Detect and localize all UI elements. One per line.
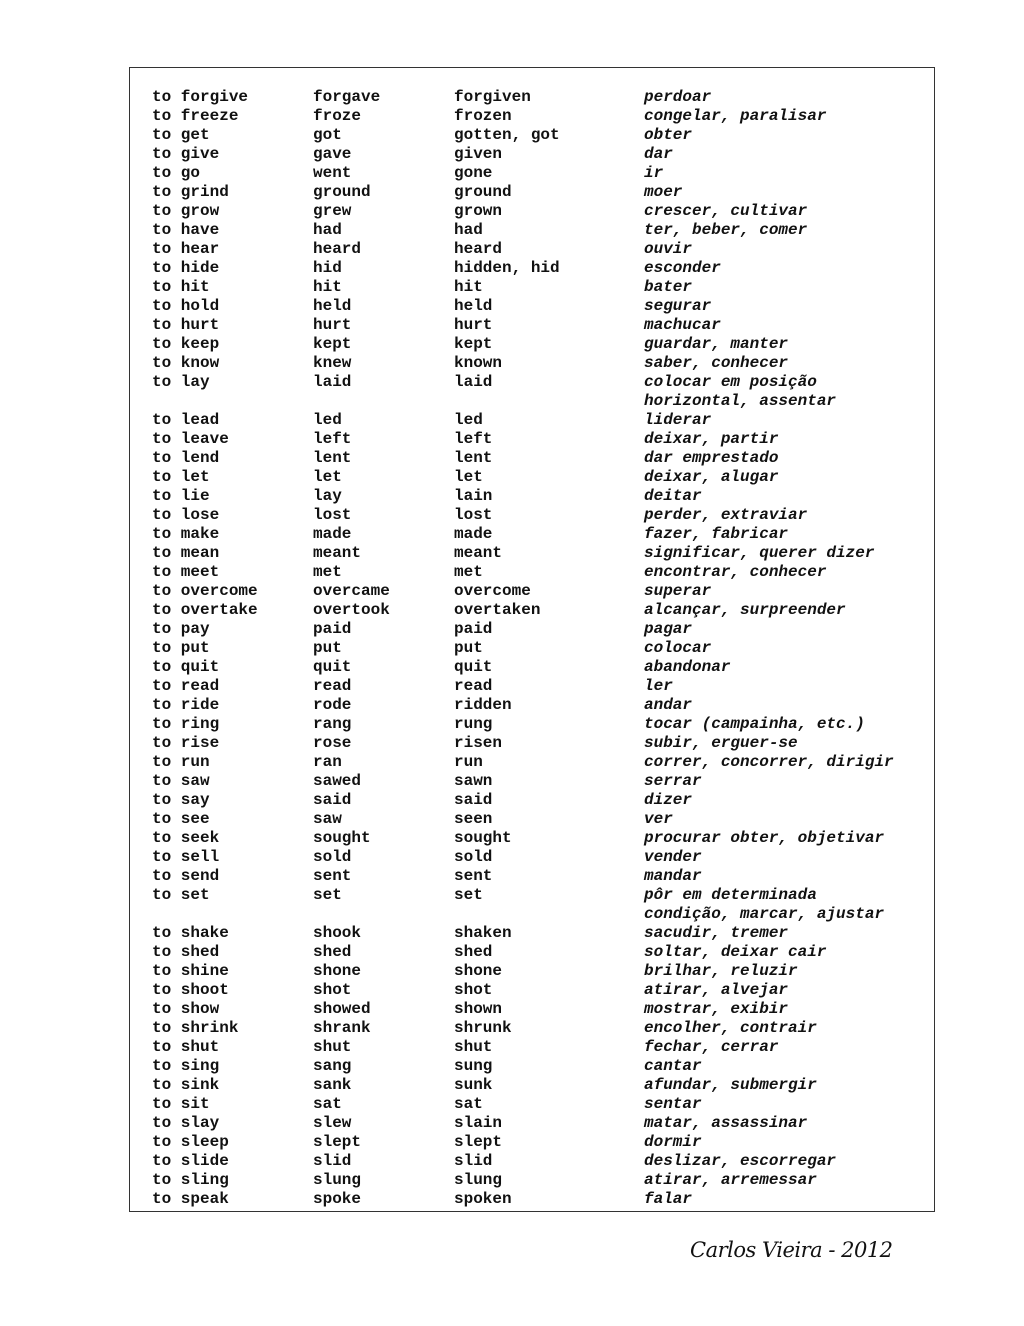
verb-row: [152, 278, 894, 297]
infinitive-cell: to ride: [152, 696, 220, 714]
translation-cell: moer: [644, 183, 683, 201]
verb-row: [152, 544, 894, 563]
translation-cell: encolher, contrair: [644, 1019, 817, 1037]
translation-cell: colocar: [644, 639, 712, 657]
verb-row: [152, 886, 894, 924]
verb-row: [152, 772, 894, 791]
past-cell: lost: [313, 506, 352, 524]
participle-cell: put: [454, 639, 483, 657]
infinitive-cell: to keep: [152, 335, 220, 353]
translation-cell: congelar, paralisar: [644, 107, 827, 125]
participle-cell: gotten, got: [454, 126, 560, 144]
verb-row: [152, 1133, 894, 1152]
infinitive-cell: to know: [152, 354, 220, 372]
verb-row: [152, 1000, 894, 1019]
past-cell: shrank: [313, 1019, 371, 1037]
translation-cell: serrar: [644, 772, 702, 790]
translation-cell: alcançar, surpreender: [644, 601, 846, 619]
participle-cell: sawn: [454, 772, 493, 790]
translation-cell: crescer, cultivar: [644, 202, 808, 220]
infinitive-cell: to sit: [152, 1095, 210, 1113]
verb-row: [152, 297, 894, 316]
past-cell: slung: [313, 1171, 362, 1189]
past-cell: ran: [313, 753, 342, 771]
past-cell: got: [313, 126, 342, 144]
past-cell: saw: [313, 810, 342, 828]
translation-cell: vender: [644, 848, 702, 866]
infinitive-cell: to sing: [152, 1057, 220, 1075]
verb-row: [152, 525, 894, 544]
infinitive-cell: to get: [152, 126, 210, 144]
infinitive-cell: to seek: [152, 829, 220, 847]
translation-cell: atirar, alvejar: [644, 981, 789, 999]
past-cell: kept: [313, 335, 352, 353]
past-cell: froze: [313, 107, 362, 125]
translation-cell: encontrar, conhecer: [644, 563, 827, 581]
past-cell: set: [313, 886, 342, 904]
verb-row: [152, 582, 894, 601]
translation-cell: superar: [644, 582, 712, 600]
translation-cell: tocar (campainha, etc.): [644, 715, 865, 733]
participle-cell: met: [454, 563, 483, 581]
translation-cell: significar, querer dizer: [644, 544, 875, 562]
verb-row: [152, 1076, 894, 1095]
translation-cell: obter: [644, 126, 693, 144]
infinitive-cell: to shoot: [152, 981, 229, 999]
infinitive-cell: to shine: [152, 962, 229, 980]
infinitive-cell: to saw: [152, 772, 210, 790]
past-cell: knew: [313, 354, 352, 372]
verb-row: [152, 848, 894, 867]
infinitive-cell: to overcome: [152, 582, 258, 600]
participle-cell: led: [454, 411, 483, 429]
infinitive-cell: to hear: [152, 240, 220, 258]
verb-row: [152, 487, 894, 506]
verb-row: [152, 1019, 894, 1038]
past-cell: rang: [313, 715, 352, 733]
past-cell: said: [313, 791, 352, 809]
infinitive-cell: to give: [152, 145, 220, 163]
translation-cell: bater: [644, 278, 693, 296]
infinitive-cell: to mean: [152, 544, 220, 562]
verb-row: [152, 943, 894, 962]
past-cell: hid: [313, 259, 342, 277]
past-cell: sought: [313, 829, 371, 847]
participle-cell: forgiven: [454, 88, 531, 106]
verb-row: [152, 734, 894, 753]
verb-row: [152, 468, 894, 487]
past-cell: put: [313, 639, 342, 657]
translation-cell: saber, conhecer: [644, 354, 789, 372]
past-cell: overcame: [313, 582, 390, 600]
past-cell: shone: [313, 962, 362, 980]
verb-row: [152, 791, 894, 810]
translation-cell: deitar: [644, 487, 702, 505]
verb-row: [152, 449, 894, 468]
participle-cell: hit: [454, 278, 483, 296]
past-cell: went: [313, 164, 352, 182]
infinitive-cell: to hit: [152, 278, 210, 296]
verb-row: [152, 924, 894, 943]
participle-cell: sung: [454, 1057, 493, 1075]
infinitive-cell: to say: [152, 791, 210, 809]
verb-row: [152, 221, 894, 240]
infinitive-cell: to ring: [152, 715, 220, 733]
translation-cell: subir, erguer-se: [644, 734, 798, 752]
verb-row: [152, 829, 894, 848]
verb-row: [152, 677, 894, 696]
infinitive-cell: to lay: [152, 373, 210, 391]
infinitive-cell: to grind: [152, 183, 229, 201]
participle-cell: sold: [454, 848, 493, 866]
infinitive-cell: to grow: [152, 202, 220, 220]
past-cell: hurt: [313, 316, 352, 334]
participle-cell: kept: [454, 335, 493, 353]
verb-row: [152, 753, 894, 772]
participle-cell: had: [454, 221, 483, 239]
infinitive-cell: to overtake: [152, 601, 258, 619]
past-cell: gave: [313, 145, 352, 163]
participle-cell: grown: [454, 202, 503, 220]
translation-cell: machucar: [644, 316, 721, 334]
translation-cell: pôr em determinada condição, marcar, ajustar: [644, 886, 885, 923]
translation-cell: ouvir: [644, 240, 693, 258]
translation-cell: matar, assassinar: [644, 1114, 808, 1132]
infinitive-cell: to sling: [152, 1171, 229, 1189]
participle-cell: sought: [454, 829, 512, 847]
verb-row: [152, 1057, 894, 1076]
past-cell: slew: [313, 1114, 352, 1132]
verb-row: [152, 1095, 894, 1114]
participle-cell: set: [454, 886, 483, 904]
verb-row: [152, 373, 894, 411]
past-cell: rose: [313, 734, 352, 752]
infinitive-cell: to rise: [152, 734, 220, 752]
past-cell: sang: [313, 1057, 352, 1075]
irregular-verbs-table: [152, 88, 894, 1209]
participle-cell: shown: [454, 1000, 503, 1018]
translation-cell: andar: [644, 696, 693, 714]
participle-cell: held: [454, 297, 493, 315]
participle-cell: shot: [454, 981, 493, 999]
past-cell: held: [313, 297, 352, 315]
past-cell: heard: [313, 240, 362, 258]
past-cell: meant: [313, 544, 362, 562]
verb-row: [152, 202, 894, 221]
translation-cell: fechar, cerrar: [644, 1038, 779, 1056]
participle-cell: hurt: [454, 316, 493, 334]
infinitive-cell: to lead: [152, 411, 220, 429]
participle-cell: slept: [454, 1133, 503, 1151]
participle-cell: shrunk: [454, 1019, 512, 1037]
translation-cell: dormir: [644, 1133, 702, 1151]
infinitive-cell: to lose: [152, 506, 220, 524]
participle-cell: laid: [454, 373, 493, 391]
infinitive-cell: to let: [152, 468, 210, 486]
past-cell: rode: [313, 696, 352, 714]
past-cell: sank: [313, 1076, 352, 1094]
verb-row: [152, 145, 894, 164]
verb-row: [152, 354, 894, 373]
translation-cell: fazer, fabricar: [644, 525, 789, 543]
past-cell: quit: [313, 658, 352, 676]
infinitive-cell: to meet: [152, 563, 220, 581]
verb-row: [152, 639, 894, 658]
past-cell: shut: [313, 1038, 352, 1056]
verb-row: [152, 126, 894, 145]
translation-cell: ler: [644, 677, 673, 695]
infinitive-cell: to quit: [152, 658, 220, 676]
past-cell: made: [313, 525, 352, 543]
past-cell: lay: [313, 487, 342, 505]
past-cell: laid: [313, 373, 352, 391]
translation-cell: dizer: [644, 791, 693, 809]
verb-row: [152, 1038, 894, 1057]
translation-cell: falar: [644, 1190, 693, 1208]
infinitive-cell: to shut: [152, 1038, 220, 1056]
infinitive-cell: to show: [152, 1000, 220, 1018]
verb-row: [152, 1114, 894, 1133]
past-cell: grew: [313, 202, 352, 220]
verb-row: [152, 658, 894, 677]
participle-cell: sent: [454, 867, 493, 885]
participle-cell: lent: [454, 449, 493, 467]
translation-cell: colocar em posição horizontal, assentar: [644, 373, 837, 410]
infinitive-cell: to send: [152, 867, 220, 885]
participle-cell: run: [454, 753, 483, 771]
past-cell: let: [313, 468, 342, 486]
participle-cell: rung: [454, 715, 493, 733]
author-signature: Carlos Vieira - 2012: [690, 1238, 893, 1262]
infinitive-cell: to hurt: [152, 316, 220, 334]
verb-row: [152, 620, 894, 639]
infinitive-cell: to hide: [152, 259, 220, 277]
verb-row: [152, 696, 894, 715]
participle-cell: ground: [454, 183, 512, 201]
verb-row: [152, 1171, 894, 1190]
verb-row: [152, 240, 894, 259]
infinitive-cell: to sleep: [152, 1133, 229, 1151]
translation-cell: ver: [644, 810, 673, 828]
participle-cell: shone: [454, 962, 503, 980]
participle-cell: made: [454, 525, 493, 543]
past-cell: sent: [313, 867, 352, 885]
participle-cell: seen: [454, 810, 493, 828]
participle-cell: heard: [454, 240, 503, 258]
verb-row: [152, 810, 894, 829]
infinitive-cell: to pay: [152, 620, 210, 638]
participle-cell: said: [454, 791, 493, 809]
verb-row: [152, 867, 894, 886]
translation-cell: dar emprestado: [644, 449, 779, 467]
translation-cell: liderar: [644, 411, 712, 429]
past-cell: sold: [313, 848, 352, 866]
participle-cell: frozen: [454, 107, 512, 125]
infinitive-cell: to slide: [152, 1152, 229, 1170]
participle-cell: slid: [454, 1152, 493, 1170]
past-cell: overtook: [313, 601, 390, 619]
translation-cell: ir: [644, 164, 664, 182]
infinitive-cell: to shrink: [152, 1019, 239, 1037]
translation-cell: atirar, arremessar: [644, 1171, 817, 1189]
translation-cell: esconder: [644, 259, 721, 277]
infinitive-cell: to sink: [152, 1076, 220, 1094]
translation-cell: pagar: [644, 620, 693, 638]
past-cell: forgave: [313, 88, 381, 106]
participle-cell: quit: [454, 658, 493, 676]
past-cell: hit: [313, 278, 342, 296]
participle-cell: slain: [454, 1114, 503, 1132]
translation-cell: deslizar, escorregar: [644, 1152, 837, 1170]
past-cell: led: [313, 411, 342, 429]
infinitive-cell: to shake: [152, 924, 229, 942]
verb-row: [152, 183, 894, 202]
past-cell: slid: [313, 1152, 352, 1170]
infinitive-cell: to make: [152, 525, 220, 543]
infinitive-cell: to forgive: [152, 88, 249, 106]
participle-cell: overtaken: [454, 601, 541, 619]
translation-cell: ter, beber, comer: [644, 221, 808, 239]
participle-cell: known: [454, 354, 503, 372]
verb-row: [152, 1190, 894, 1209]
translation-cell: deixar, alugar: [644, 468, 779, 486]
infinitive-cell: to see: [152, 810, 210, 828]
participle-cell: given: [454, 145, 503, 163]
participle-cell: sat: [454, 1095, 483, 1113]
translation-cell: dar: [644, 145, 673, 163]
verb-row: [152, 411, 894, 430]
translation-cell: segurar: [644, 297, 712, 315]
participle-cell: let: [454, 468, 483, 486]
translation-cell: mostrar, exibir: [644, 1000, 789, 1018]
verb-table-body: [152, 88, 894, 1209]
infinitive-cell: to go: [152, 164, 201, 182]
participle-cell: hidden, hid: [454, 259, 560, 277]
participle-cell: shut: [454, 1038, 493, 1056]
verb-row: [152, 1152, 894, 1171]
past-cell: spoke: [313, 1190, 362, 1208]
participle-cell: lain: [454, 487, 493, 505]
participle-cell: overcome: [454, 582, 531, 600]
translation-cell: perdoar: [644, 88, 712, 106]
participle-cell: shed: [454, 943, 493, 961]
verb-row: [152, 335, 894, 354]
infinitive-cell: to lend: [152, 449, 220, 467]
translation-cell: procurar obter, objetivar: [644, 829, 885, 847]
translation-cell: soltar, deixar cair: [644, 943, 827, 961]
participle-cell: ridden: [454, 696, 512, 714]
past-cell: lent: [313, 449, 352, 467]
translation-cell: brilhar, reluzir: [644, 962, 798, 980]
translation-cell: cantar: [644, 1057, 702, 1075]
infinitive-cell: to leave: [152, 430, 229, 448]
infinitive-cell: to lie: [152, 487, 210, 505]
translation-cell: abandonar: [644, 658, 731, 676]
participle-cell: meant: [454, 544, 503, 562]
participle-cell: spoken: [454, 1190, 512, 1208]
past-cell: shed: [313, 943, 352, 961]
infinitive-cell: to read: [152, 677, 220, 695]
past-cell: sat: [313, 1095, 342, 1113]
infinitive-cell: to set: [152, 886, 210, 904]
verb-row: [152, 107, 894, 126]
past-cell: slept: [313, 1133, 362, 1151]
translation-cell: mandar: [644, 867, 702, 885]
verb-row: [152, 601, 894, 620]
participle-cell: lost: [454, 506, 493, 524]
infinitive-cell: to speak: [152, 1190, 229, 1208]
verb-row: [152, 430, 894, 449]
verb-row: [152, 715, 894, 734]
past-cell: ground: [313, 183, 371, 201]
past-cell: read: [313, 677, 352, 695]
verb-row: [152, 316, 894, 335]
verb-row: [152, 88, 894, 107]
translation-cell: deixar, partir: [644, 430, 779, 448]
verb-row: [152, 259, 894, 278]
infinitive-cell: to slay: [152, 1114, 220, 1132]
participle-cell: shaken: [454, 924, 512, 942]
past-cell: paid: [313, 620, 352, 638]
infinitive-cell: to run: [152, 753, 210, 771]
infinitive-cell: to put: [152, 639, 210, 657]
participle-cell: read: [454, 677, 493, 695]
translation-cell: afundar, submergir: [644, 1076, 817, 1094]
translation-cell: correr, concorrer, dirigir: [644, 753, 894, 771]
infinitive-cell: to sell: [152, 848, 220, 866]
past-cell: shook: [313, 924, 362, 942]
verb-row: [152, 506, 894, 525]
participle-cell: risen: [454, 734, 503, 752]
past-cell: sawed: [313, 772, 362, 790]
participle-cell: gone: [454, 164, 493, 182]
participle-cell: sunk: [454, 1076, 493, 1094]
infinitive-cell: to hold: [152, 297, 220, 315]
past-cell: shot: [313, 981, 352, 999]
verb-row: [152, 563, 894, 582]
verb-row: [152, 981, 894, 1000]
participle-cell: left: [454, 430, 493, 448]
translation-cell: perder, extraviar: [644, 506, 808, 524]
participle-cell: paid: [454, 620, 493, 638]
past-cell: met: [313, 563, 342, 581]
infinitive-cell: to shed: [152, 943, 220, 961]
past-cell: showed: [313, 1000, 371, 1018]
infinitive-cell: to freeze: [152, 107, 239, 125]
past-cell: left: [313, 430, 352, 448]
infinitive-cell: to have: [152, 221, 220, 239]
translation-cell: guardar, manter: [644, 335, 789, 353]
translation-cell: sentar: [644, 1095, 702, 1113]
verb-row: [152, 164, 894, 183]
participle-cell: slung: [454, 1171, 503, 1189]
past-cell: had: [313, 221, 342, 239]
translation-cell: sacudir, tremer: [644, 924, 789, 942]
verb-row: [152, 962, 894, 981]
